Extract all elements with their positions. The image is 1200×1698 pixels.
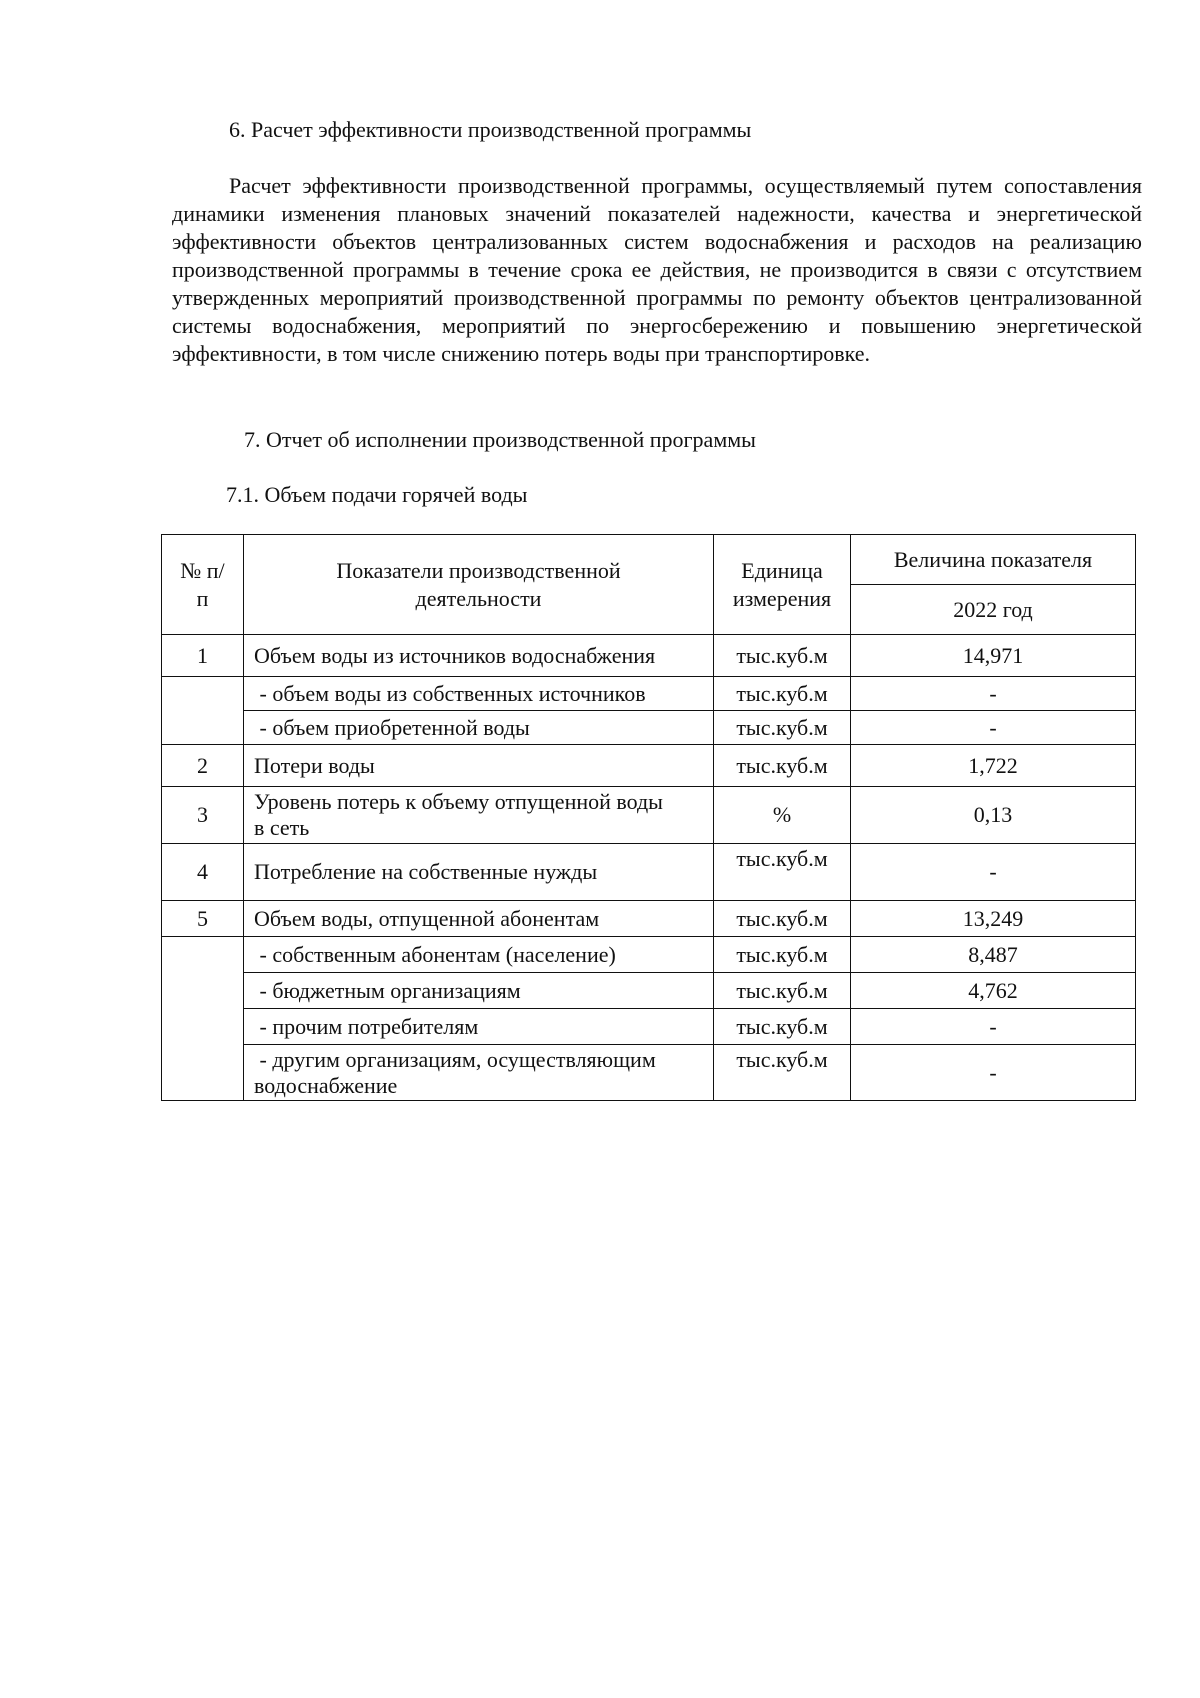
row-unit: тыс.куб.м — [714, 745, 851, 787]
row-unit: тыс.куб.м — [714, 1045, 851, 1101]
row-num-empty — [162, 677, 244, 745]
header-unit: Единица измерения — [714, 535, 851, 635]
row-value: 13,249 — [851, 901, 1136, 937]
row-name: Уровень потерь к объему отпущенной воды в сеть — [244, 787, 714, 844]
table-row — [162, 635, 1136, 677]
row-value: 14,971 — [851, 635, 1136, 677]
row-unit: тыс.куб.м — [714, 844, 851, 901]
row-value: 8,487 — [851, 937, 1136, 973]
table-row — [162, 937, 1136, 973]
row-value: 4,762 — [851, 973, 1136, 1009]
row-num: 5 — [162, 901, 244, 937]
row-num: 4 — [162, 844, 244, 901]
section-6-heading: 6. Расчет эффективности производственной программы — [229, 117, 752, 142]
row-num: 3 — [162, 787, 244, 844]
table-row — [162, 677, 1136, 711]
table-row — [162, 711, 1136, 745]
row-name: Потери воды — [244, 745, 714, 787]
row-unit: тыс.куб.м — [714, 1009, 851, 1045]
row-unit: тыс.куб.м — [714, 677, 851, 711]
row-value: - — [851, 1045, 1136, 1101]
hot-water-supply-table — [161, 534, 1136, 1101]
row-unit: % — [714, 787, 851, 844]
row-name: Объем воды из источников водоснабжения — [244, 635, 714, 677]
row-name: - бюджетным организациям — [244, 973, 714, 1009]
row-num: 1 — [162, 635, 244, 677]
row-name: - прочим потребителям — [244, 1009, 714, 1045]
table-row — [162, 844, 1136, 901]
table-row — [162, 973, 1136, 1009]
table-header-row — [162, 535, 1136, 585]
table-row — [162, 787, 1136, 844]
row-name: - объем приобретенной воды — [244, 711, 714, 745]
row-num-empty — [162, 937, 244, 1101]
header-num: № п/п — [162, 535, 244, 635]
row-name: Объем воды, отпущенной абонентам — [244, 901, 714, 937]
table-row — [162, 745, 1136, 787]
row-value: - — [851, 1009, 1136, 1045]
row-name: - собственным абонентам (население) — [244, 937, 714, 973]
table-row — [162, 901, 1136, 937]
header-year: 2022 год — [851, 585, 1136, 635]
row-value: 1,722 — [851, 745, 1136, 787]
row-value: - — [851, 711, 1136, 745]
section-7-heading: 7. Отчет об исполнении производственной программы — [244, 427, 756, 452]
row-name: - объем воды из собственных источников — [244, 677, 714, 711]
header-indicator: Показатели производственной деятельности — [244, 535, 714, 635]
row-unit: тыс.куб.м — [714, 901, 851, 937]
row-unit: тыс.куб.м — [714, 711, 851, 745]
section-6-paragraph: Расчет эффективности производственной программы, осуществляемый путем сопоставления динамики изменения плановых значений показателей надежности, качества и энергетической эффективности объектов централизованных систем водоснабжения и расходов на реализацию производственной программы в течение срока ее действия, не производится в связи с отсутствием утвержденных мероприятий производственной программы по ремонту объектов централизованной системы водоснабжения, мероприятий по энергосбережению и повышению энергетической эффективности, в том числе снижению потерь воды при транспортировке. — [172, 173, 1142, 366]
row-unit: тыс.куб.м — [714, 635, 851, 677]
row-value: 0,13 — [851, 787, 1136, 844]
row-unit: тыс.куб.м — [714, 937, 851, 973]
row-name: - другим организациям, осуществляющим водоснабжение — [244, 1045, 714, 1101]
row-num: 2 — [162, 745, 244, 787]
row-unit: тыс.куб.м — [714, 973, 851, 1009]
row-value: - — [851, 677, 1136, 711]
row-name: Потребление на собственные нужды — [244, 844, 714, 901]
section-7-1-heading: 7.1. Объем подачи горячей воды — [226, 482, 528, 507]
row-value: - — [851, 844, 1136, 901]
table-row — [162, 1045, 1136, 1101]
table-row — [162, 1009, 1136, 1045]
header-value-group: Величина показателя — [851, 535, 1136, 585]
